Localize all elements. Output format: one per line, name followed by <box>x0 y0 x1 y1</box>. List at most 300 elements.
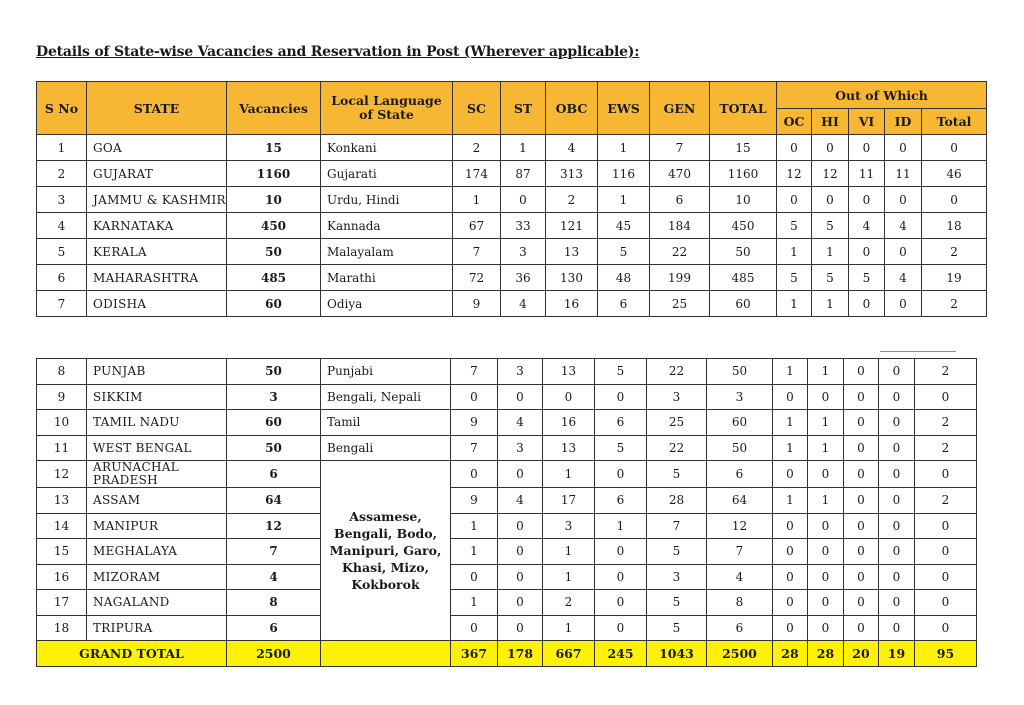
cell-obc: 121 <box>546 213 598 239</box>
cell-obc: 2 <box>546 187 598 213</box>
cell-oc: 0 <box>773 384 808 410</box>
cell-obc: 1 <box>543 615 595 641</box>
cell-sc: 72 <box>453 265 501 291</box>
cell-state: KERALA <box>87 239 227 265</box>
cell-vacancies: 12 <box>227 513 321 539</box>
cell-state: MIZORAM <box>87 564 227 590</box>
cell-st: 0 <box>498 461 543 488</box>
cell-id: 11 <box>885 161 922 187</box>
cell-sc: 9 <box>451 410 498 436</box>
cell-hi: 1 <box>812 239 849 265</box>
cell-state: MAHARASHTRA <box>87 265 227 291</box>
cell-id: 4 <box>885 213 922 239</box>
cell-vacancies: 6 <box>227 461 321 488</box>
cell-id: 0 <box>879 359 915 385</box>
cell-oc: 0 <box>773 564 808 590</box>
cell-vacancies: 64 <box>227 488 321 514</box>
cell-ews: 0 <box>595 461 647 488</box>
cell-oc: 0 <box>773 539 808 565</box>
cell-sno: 18 <box>37 615 87 641</box>
cell-vi: 11 <box>849 161 885 187</box>
cell-st: 3 <box>498 359 543 385</box>
cell-t: 2 <box>922 239 987 265</box>
grand-total-language-empty <box>321 641 451 667</box>
cell-id: 0 <box>879 564 915 590</box>
cell-gen: 22 <box>650 239 710 265</box>
cell-vacancies: 60 <box>227 291 321 317</box>
cell-total: 12 <box>707 513 773 539</box>
cell-total: 60 <box>710 291 777 317</box>
table-row <box>37 564 977 590</box>
grand-total-oc: 28 <box>773 641 808 667</box>
cell-id: 0 <box>879 410 915 436</box>
cell-t: 19 <box>922 265 987 291</box>
header-language: Local Language of State <box>321 82 453 135</box>
grand-total-hi: 28 <box>808 641 844 667</box>
cell-sno: 7 <box>37 291 87 317</box>
cell-oc: 1 <box>773 359 808 385</box>
cell-state: GUJARAT <box>87 161 227 187</box>
cell-state: SIKKIM <box>87 384 227 410</box>
cell-gen: 5 <box>647 615 707 641</box>
cell-vacancies: 8 <box>227 590 321 616</box>
cell-sno: 15 <box>37 539 87 565</box>
cell-ews: 0 <box>595 539 647 565</box>
cell-vacancies: 485 <box>227 265 321 291</box>
cell-st: 0 <box>498 590 543 616</box>
table-row <box>37 410 977 436</box>
cell-total: 3 <box>707 384 773 410</box>
cell-total: 8 <box>707 590 773 616</box>
header-state: STATE <box>87 82 227 135</box>
header-sc: SC <box>453 82 501 135</box>
header-vi: VI <box>849 109 885 135</box>
header-id: ID <box>885 109 922 135</box>
cell-t: 0 <box>915 590 977 616</box>
cell-obc: 17 <box>543 488 595 514</box>
cell-sno: 12 <box>37 461 87 488</box>
cell-t: 0 <box>915 615 977 641</box>
cell-ews: 48 <box>598 265 650 291</box>
cell-st: 0 <box>498 615 543 641</box>
cell-sno: 8 <box>37 359 87 385</box>
cell-hi: 0 <box>812 187 849 213</box>
cell-vi: 4 <box>849 213 885 239</box>
cell-st: 0 <box>498 513 543 539</box>
table-row <box>37 239 987 265</box>
cell-obc: 13 <box>543 435 595 461</box>
cell-t: 2 <box>922 291 987 317</box>
cell-sc: 9 <box>451 488 498 514</box>
cell-total: 7 <box>707 539 773 565</box>
cell-hi: 0 <box>812 135 849 161</box>
cell-id: 0 <box>885 135 922 161</box>
cell-hi: 1 <box>808 359 844 385</box>
cell-obc: 3 <box>543 513 595 539</box>
header-gen: GEN <box>650 82 710 135</box>
cell-sc: 9 <box>453 291 501 317</box>
cell-vacancies: 50 <box>227 359 321 385</box>
table-row <box>37 539 977 565</box>
cell-vi: 0 <box>844 435 879 461</box>
cell-id: 0 <box>879 435 915 461</box>
cell-sc: 0 <box>451 615 498 641</box>
cell-st: 0 <box>498 384 543 410</box>
cell-hi: 5 <box>812 265 849 291</box>
cell-sc: 7 <box>453 239 501 265</box>
cell-state: PUNJAB <box>87 359 227 385</box>
cell-st: 87 <box>501 161 546 187</box>
cell-gen: 184 <box>650 213 710 239</box>
cell-obc: 1 <box>543 461 595 488</box>
cell-total: 1160 <box>710 161 777 187</box>
cell-id: 0 <box>879 488 915 514</box>
cell-oc: 1 <box>773 488 808 514</box>
cell-sno: 6 <box>37 265 87 291</box>
cell-hi: 1 <box>808 488 844 514</box>
grand-total-vi: 20 <box>844 641 879 667</box>
cell-sc: 0 <box>451 384 498 410</box>
cell-state: TAMIL NADU <box>87 410 227 436</box>
cell-ews: 116 <box>598 161 650 187</box>
cell-vacancies: 4 <box>227 564 321 590</box>
cell-sc: 1 <box>451 539 498 565</box>
cell-t: 18 <box>922 213 987 239</box>
cell-t: 2 <box>915 488 977 514</box>
cell-total: 50 <box>707 435 773 461</box>
cell-ews: 0 <box>595 564 647 590</box>
cell-vi: 0 <box>844 410 879 436</box>
cell-gen: 5 <box>647 539 707 565</box>
cell-obc: 1 <box>543 539 595 565</box>
header-oc: OC <box>777 109 812 135</box>
cell-t: 2 <box>915 410 977 436</box>
cell-ews: 1 <box>595 513 647 539</box>
cell-t: 0 <box>915 461 977 488</box>
cell-vi: 0 <box>849 239 885 265</box>
decorative-line <box>880 351 956 352</box>
cell-obc: 16 <box>546 291 598 317</box>
cell-vi: 0 <box>844 615 879 641</box>
cell-hi: 0 <box>808 461 844 488</box>
cell-gen: 7 <box>647 513 707 539</box>
cell-gen: 25 <box>647 410 707 436</box>
cell-language: Tamil <box>321 410 451 436</box>
cell-total: 450 <box>710 213 777 239</box>
cell-t: 0 <box>915 384 977 410</box>
cell-vi: 0 <box>849 291 885 317</box>
cell-vi: 0 <box>849 135 885 161</box>
cell-state: ASSAM <box>87 488 227 514</box>
cell-obc: 4 <box>546 135 598 161</box>
header-ews: EWS <box>598 82 650 135</box>
cell-ews: 0 <box>595 615 647 641</box>
header-hi: HI <box>812 109 849 135</box>
cell-obc: 16 <box>543 410 595 436</box>
cell-vacancies: 50 <box>227 239 321 265</box>
cell-t: 2 <box>915 435 977 461</box>
cell-hi: 0 <box>808 590 844 616</box>
cell-oc: 5 <box>777 265 812 291</box>
cell-st: 4 <box>501 291 546 317</box>
cell-gen: 3 <box>647 564 707 590</box>
cell-vi: 0 <box>849 187 885 213</box>
cell-ews: 5 <box>598 239 650 265</box>
cell-ews: 45 <box>598 213 650 239</box>
cell-st: 4 <box>498 410 543 436</box>
cell-oc: 5 <box>777 213 812 239</box>
cell-vacancies: 3 <box>227 384 321 410</box>
cell-hi: 1 <box>812 291 849 317</box>
cell-sno: 3 <box>37 187 87 213</box>
cell-vi: 0 <box>844 539 879 565</box>
cell-id: 0 <box>885 187 922 213</box>
cell-vacancies: 60 <box>227 410 321 436</box>
cell-id: 0 <box>879 615 915 641</box>
cell-vi: 0 <box>844 461 879 488</box>
cell-total: 6 <box>707 615 773 641</box>
table-row <box>37 461 977 488</box>
cell-total: 10 <box>710 187 777 213</box>
cell-oc: 0 <box>777 135 812 161</box>
header-sno: S No <box>37 82 87 135</box>
cell-vacancies: 50 <box>227 435 321 461</box>
cell-st: 1 <box>501 135 546 161</box>
cell-language: Konkani <box>321 135 453 161</box>
table-row <box>37 488 977 514</box>
cell-obc: 13 <box>546 239 598 265</box>
header-out-of-which: Out of Which <box>777 82 987 109</box>
cell-state: MANIPUR <box>87 513 227 539</box>
cell-hi: 1 <box>808 435 844 461</box>
vacancy-table-top <box>36 81 987 317</box>
table-row <box>37 384 977 410</box>
cell-sno: 11 <box>37 435 87 461</box>
cell-hi: 0 <box>808 513 844 539</box>
cell-id: 4 <box>885 265 922 291</box>
cell-state: ODISHA <box>87 291 227 317</box>
cell-language: Malayalam <box>321 239 453 265</box>
cell-id: 0 <box>885 239 922 265</box>
cell-hi: 0 <box>808 384 844 410</box>
cell-ews: 5 <box>595 435 647 461</box>
grand-total-t: 95 <box>915 641 977 667</box>
cell-ews: 6 <box>595 410 647 436</box>
cell-sno: 13 <box>37 488 87 514</box>
cell-oc: 1 <box>777 291 812 317</box>
cell-gen: 22 <box>647 435 707 461</box>
cell-st: 0 <box>498 539 543 565</box>
cell-oc: 1 <box>773 410 808 436</box>
cell-gen: 25 <box>650 291 710 317</box>
cell-ews: 5 <box>595 359 647 385</box>
cell-t: 46 <box>922 161 987 187</box>
cell-obc: 13 <box>543 359 595 385</box>
cell-language: Bengali <box>321 435 451 461</box>
cell-state: JAMMU & KASHMIR <box>87 187 227 213</box>
cell-vi: 0 <box>844 590 879 616</box>
table-row <box>37 435 977 461</box>
table-row <box>37 161 987 187</box>
cell-obc: 313 <box>546 161 598 187</box>
cell-sc: 0 <box>451 564 498 590</box>
cell-language-northeast: Assamese, Bengali, Bodo, Manipuri, Garo, Khasi, Mizo, Kokborok <box>321 461 451 641</box>
table-row <box>37 291 987 317</box>
cell-oc: 0 <box>773 615 808 641</box>
cell-sc: 174 <box>453 161 501 187</box>
cell-state: TRIPURA <box>87 615 227 641</box>
cell-language: Kannada <box>321 213 453 239</box>
cell-sc: 1 <box>453 187 501 213</box>
cell-sc: 0 <box>451 461 498 488</box>
cell-language: Bengali, Nepali <box>321 384 451 410</box>
cell-sc: 7 <box>451 435 498 461</box>
cell-ews: 0 <box>595 384 647 410</box>
cell-sno: 1 <box>37 135 87 161</box>
cell-gen: 22 <box>647 359 707 385</box>
cell-vi: 5 <box>849 265 885 291</box>
cell-hi: 0 <box>808 564 844 590</box>
cell-gen: 6 <box>650 187 710 213</box>
table-row <box>37 359 977 385</box>
cell-t: 0 <box>915 513 977 539</box>
cell-ews: 6 <box>598 291 650 317</box>
cell-gen: 199 <box>650 265 710 291</box>
cell-vi: 0 <box>844 359 879 385</box>
cell-sno: 5 <box>37 239 87 265</box>
cell-oc: 0 <box>773 461 808 488</box>
cell-st: 0 <box>501 187 546 213</box>
cell-hi: 0 <box>808 615 844 641</box>
cell-st: 36 <box>501 265 546 291</box>
cell-st: 4 <box>498 488 543 514</box>
header-sub-total: Total <box>922 109 987 135</box>
table-row <box>37 590 977 616</box>
cell-vacancies: 6 <box>227 615 321 641</box>
cell-oc: 1 <box>773 435 808 461</box>
cell-total: 485 <box>710 265 777 291</box>
cell-language: Odiya <box>321 291 453 317</box>
header-vacancies: Vacancies <box>227 82 321 135</box>
cell-total: 60 <box>707 410 773 436</box>
cell-total: 15 <box>710 135 777 161</box>
cell-ews: 6 <box>595 488 647 514</box>
grand-total-vacancies: 2500 <box>227 641 321 667</box>
cell-t: 0 <box>915 564 977 590</box>
grand-total-id: 19 <box>879 641 915 667</box>
cell-state: WEST BENGAL <box>87 435 227 461</box>
cell-t: 0 <box>922 135 987 161</box>
cell-oc: 1 <box>777 239 812 265</box>
cell-st: 0 <box>498 564 543 590</box>
cell-oc: 0 <box>773 590 808 616</box>
cell-vi: 0 <box>844 384 879 410</box>
cell-st: 3 <box>498 435 543 461</box>
cell-t: 2 <box>915 359 977 385</box>
cell-gen: 470 <box>650 161 710 187</box>
cell-id: 0 <box>879 461 915 488</box>
cell-vi: 0 <box>844 564 879 590</box>
cell-oc: 0 <box>773 513 808 539</box>
cell-oc: 0 <box>777 187 812 213</box>
cell-vi: 0 <box>844 488 879 514</box>
cell-total: 50 <box>710 239 777 265</box>
grand-total-obc: 667 <box>543 641 595 667</box>
table-row <box>37 513 977 539</box>
cell-total: 50 <box>707 359 773 385</box>
cell-id: 0 <box>879 590 915 616</box>
table-row <box>37 265 987 291</box>
grand-total-label: GRAND TOTAL <box>37 641 227 667</box>
cell-sc: 7 <box>451 359 498 385</box>
grand-total-st: 178 <box>498 641 543 667</box>
cell-vacancies: 450 <box>227 213 321 239</box>
cell-gen: 5 <box>647 461 707 488</box>
cell-id: 0 <box>879 513 915 539</box>
cell-obc: 2 <box>543 590 595 616</box>
table-row <box>37 615 977 641</box>
cell-language: Marathi <box>321 265 453 291</box>
cell-vacancies: 10 <box>227 187 321 213</box>
header-st: ST <box>501 82 546 135</box>
cell-state: ARUNACHAL PRADESH <box>87 461 227 488</box>
cell-gen: 5 <box>647 590 707 616</box>
cell-ews: 1 <box>598 135 650 161</box>
cell-oc: 12 <box>777 161 812 187</box>
header-total: TOTAL <box>710 82 777 135</box>
cell-sno: 9 <box>37 384 87 410</box>
grand-total-gen: 1043 <box>647 641 707 667</box>
cell-st: 3 <box>501 239 546 265</box>
cell-sno: 14 <box>37 513 87 539</box>
cell-id: 0 <box>879 384 915 410</box>
cell-t: 0 <box>915 539 977 565</box>
cell-sc: 2 <box>453 135 501 161</box>
cell-state: NAGALAND <box>87 590 227 616</box>
cell-sc: 67 <box>453 213 501 239</box>
cell-gen: 3 <box>647 384 707 410</box>
cell-gen: 7 <box>650 135 710 161</box>
cell-sno: 4 <box>37 213 87 239</box>
cell-state: KARNATAKA <box>87 213 227 239</box>
cell-vi: 0 <box>844 513 879 539</box>
cell-vacancies: 7 <box>227 539 321 565</box>
page-title: Details of State-wise Vacancies and Reservation in Post (Wherever applicable): <box>36 44 640 60</box>
cell-obc: 1 <box>543 564 595 590</box>
grand-total-row <box>37 641 977 667</box>
cell-ews: 0 <box>595 590 647 616</box>
cell-sno: 2 <box>37 161 87 187</box>
cell-gen: 28 <box>647 488 707 514</box>
cell-total: 4 <box>707 564 773 590</box>
cell-id: 0 <box>885 291 922 317</box>
grand-total-total: 2500 <box>707 641 773 667</box>
cell-language: Urdu, Hindi <box>321 187 453 213</box>
cell-sc: 1 <box>451 590 498 616</box>
cell-total: 64 <box>707 488 773 514</box>
table-row <box>37 213 987 239</box>
cell-obc: 130 <box>546 265 598 291</box>
grand-total-ews: 245 <box>595 641 647 667</box>
cell-hi: 5 <box>812 213 849 239</box>
table-row <box>37 187 987 213</box>
cell-language: Gujarati <box>321 161 453 187</box>
cell-st: 33 <box>501 213 546 239</box>
cell-sno: 10 <box>37 410 87 436</box>
cell-hi: 0 <box>808 539 844 565</box>
cell-sno: 17 <box>37 590 87 616</box>
vacancy-table-bottom <box>36 358 977 667</box>
